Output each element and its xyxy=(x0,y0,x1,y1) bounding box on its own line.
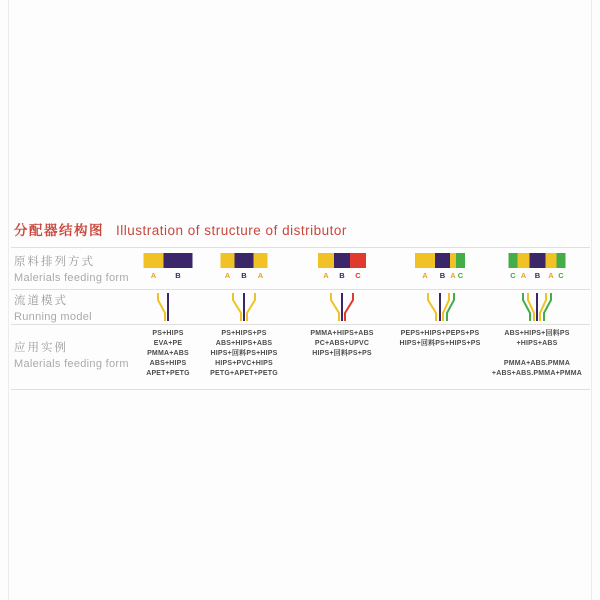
layer-letter: A xyxy=(548,271,554,280)
material-line: PMMA+HIPS+ABS xyxy=(310,330,374,337)
running-model-column-1 xyxy=(136,292,200,327)
material-line: ABS+HIPS+回料PS xyxy=(504,330,570,337)
running-model-column-2 xyxy=(212,292,276,327)
layer-block-A xyxy=(144,253,164,268)
layer-letters xyxy=(144,272,193,280)
row-label-application-examples-zh: 应用实例 xyxy=(14,342,68,354)
running-model-column-3 xyxy=(310,292,374,327)
layer-block-B xyxy=(435,253,450,268)
material-line: PEPS+HIPS+PEPS+PS xyxy=(400,330,480,337)
layer-letter: A xyxy=(323,271,329,280)
layer-block-C xyxy=(557,253,566,268)
channel-svg xyxy=(505,292,569,322)
layer-letters xyxy=(509,272,566,280)
layer-letter: C xyxy=(355,271,361,280)
page-edge-right xyxy=(591,0,592,600)
layer-blocks xyxy=(144,253,193,268)
channel-line-yellow xyxy=(247,293,255,321)
layer-block-A xyxy=(254,253,268,268)
material-line: PS+HIPS+PS xyxy=(221,330,267,337)
row-label-feeding-form-en: Malerials feeding form xyxy=(14,272,129,284)
layer-block-C xyxy=(509,253,518,268)
layer-block-B xyxy=(235,253,254,268)
distributor-diagram xyxy=(11,217,590,390)
layer-block-A xyxy=(318,253,334,268)
row-label-feeding-form-zh: 原料排列方式 xyxy=(14,256,95,268)
layer-block-C xyxy=(350,253,366,268)
running-model-column-4 xyxy=(408,292,472,327)
channel-line-yellow xyxy=(331,293,339,321)
layer-blocks xyxy=(415,253,465,268)
layer-block-A xyxy=(546,253,557,268)
layer-letter: C xyxy=(558,271,564,280)
material-line: HIPS+PVC+HIPS xyxy=(215,360,273,367)
layer-block-A xyxy=(518,253,530,268)
title-chinese: 分配器结构图 xyxy=(14,223,104,238)
layer-letter: A xyxy=(224,271,231,280)
material-line: PMMA+ABS xyxy=(147,350,189,357)
layer-letter: A xyxy=(257,271,264,280)
layer-letter: B xyxy=(534,271,541,280)
layer-letter: A xyxy=(422,271,428,280)
layer-letter: B xyxy=(339,271,345,280)
row-label-application-examples-en: Malerials feeding form xyxy=(14,358,129,370)
material-line: PC+ABS+UPVC xyxy=(314,340,370,347)
row-application-examples xyxy=(11,325,590,390)
layer-letters xyxy=(221,272,268,280)
channel-svg xyxy=(136,292,200,322)
channel-line-yellow xyxy=(233,293,241,321)
row-label-running-model-zh: 流道模式 xyxy=(14,295,68,307)
material-line: +ABS+ABS.PMMA+PMMA xyxy=(491,370,583,377)
material-line: PETG+APET+PETG xyxy=(210,370,278,377)
channel-svg xyxy=(408,292,472,322)
layer-letter: A xyxy=(450,271,456,280)
materials-list-column-5 xyxy=(472,329,600,379)
layer-block-B xyxy=(164,253,193,268)
layer-block-B xyxy=(334,253,350,268)
material-line: ABS+HIPS xyxy=(149,360,187,367)
layer-blocks xyxy=(318,253,366,268)
page-title xyxy=(11,217,590,248)
channel-line-yellow xyxy=(428,293,436,321)
channel-svg xyxy=(310,292,374,322)
row-label-running-model xyxy=(14,292,92,323)
feed-blocks-column-2 xyxy=(221,253,268,280)
material-line: HIPS+回料PS+HIPS xyxy=(210,350,278,357)
row-label-running-model-en: Running model xyxy=(14,311,92,323)
feed-blocks-column-4 xyxy=(415,253,465,280)
feed-blocks-column-5 xyxy=(509,253,566,280)
channel-line-yellow xyxy=(158,293,165,321)
channel-svg xyxy=(212,292,276,322)
layer-letter: B xyxy=(439,271,446,280)
material-line: APET+PETG xyxy=(146,370,190,377)
layer-letter: B xyxy=(241,271,247,280)
row-running-model xyxy=(11,290,590,325)
material-line: HIPS+回料PS+HIPS+PS xyxy=(399,340,481,347)
material-line: ABS+HIPS+ABS xyxy=(215,340,273,347)
layer-letters xyxy=(415,272,465,280)
material-line: +HIPS+ABS xyxy=(516,340,558,347)
material-line: PS+HIPS xyxy=(152,330,184,337)
page-edge-left xyxy=(8,0,9,600)
layer-letter: A xyxy=(150,271,157,280)
row-materials-feeding-form xyxy=(11,248,590,290)
layer-block-C xyxy=(456,253,465,268)
material-line: PMMA+ABS.PMMA xyxy=(503,360,571,367)
layer-block-A xyxy=(415,253,435,268)
feed-blocks-column-3 xyxy=(318,253,366,280)
running-model-column-5 xyxy=(505,292,569,327)
material-line xyxy=(472,349,600,359)
layer-blocks xyxy=(221,253,268,268)
material-line: EVA+PE xyxy=(153,340,183,347)
channel-line-red xyxy=(345,293,353,321)
feed-blocks-column-1 xyxy=(144,253,193,280)
layer-letters xyxy=(318,272,366,280)
layer-letter: C xyxy=(457,271,464,280)
layer-block-A xyxy=(221,253,235,268)
layer-letter: B xyxy=(175,271,181,280)
layer-letter: C xyxy=(510,271,516,280)
layer-block-B xyxy=(530,253,546,268)
material-line: HIPS+回料PS+PS xyxy=(312,350,372,357)
layer-blocks xyxy=(509,253,566,268)
layer-letter: A xyxy=(520,271,527,280)
row-label-feeding-form xyxy=(14,253,129,284)
title-english: Illustration of structure of distributor xyxy=(116,223,347,238)
